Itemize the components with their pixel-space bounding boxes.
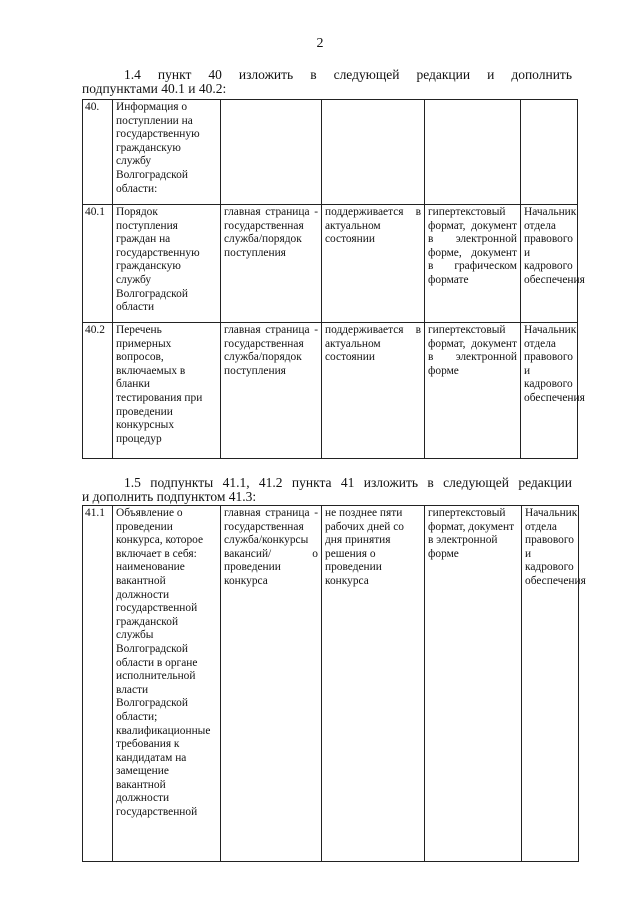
format-cell: гипертекстовый формат, документ в электронной форме, документ в графическом формате — [425, 205, 521, 323]
item-1-4-line2: подпунктами 40.1 и 40.2: — [82, 81, 227, 96]
period-cell — [322, 100, 425, 205]
item-1-5-paragraph — [82, 476, 572, 504]
responsible-cell: Начальник отдела правового и кадрового обеспечения — [521, 323, 578, 459]
location-cell — [221, 100, 322, 205]
period-cell: поддерживается в актуальном состоянии — [322, 323, 425, 459]
info-cell: Объявление о проведении конкурса, которое включает в себя: наименование вакантной должности государственной гражданской службы Волгоградской области в органе исполнительной власти Волгоградской области; квалификационные требования к кандидатам на замещение вакантной должности государственной — [113, 506, 221, 862]
responsible-cell: Начальник отдела правового и кадрового обеспечения — [521, 205, 578, 323]
info-cell: Порядок поступления граждан на государственную гражданскую службу Волгоградской области — [113, 205, 221, 323]
format-cell: гипертекстовый формат, документ в электронной форме — [425, 323, 521, 459]
row-number: 40.1 — [83, 205, 113, 323]
table-row — [83, 205, 578, 323]
item-1-5-line1: 1.5 подпункты 41.1, 41.2 пункта 41 изложить в следующей редакции — [124, 475, 572, 490]
location-cell: главная страница - государственная служба/конкурсы вакансий/ о проведении конкурса — [221, 506, 322, 862]
format-cell: гипертекстовый формат, документ в электронной форме — [425, 506, 522, 862]
format-cell — [425, 100, 521, 205]
responsible-cell: Начальник отдела правового и кадрового обеспечения — [522, 506, 579, 862]
row-number: 40. — [83, 100, 113, 205]
location-cell: главная страница - государственная служба/порядок поступления — [221, 205, 322, 323]
table-section-41 — [82, 505, 586, 862]
period-cell: поддерживается в актуальном состоянии — [322, 205, 425, 323]
item-1-4-paragraph — [82, 68, 572, 96]
period-cell: не позднее пяти рабочих дней со дня принятия решения о проведении конкурса — [322, 506, 425, 862]
table-section-40 — [82, 99, 585, 459]
item-1-4-line1: 1.4 пункт 40 изложить в следующей редакции и дополнить — [124, 67, 572, 82]
table-row — [83, 323, 578, 459]
row-number: 40.2 — [83, 323, 113, 459]
info-cell: Информация о поступлении на государственную гражданскую службу Волгоградской области: — [113, 100, 221, 205]
location-cell: главная страница - государственная служба/порядок поступления — [221, 323, 322, 459]
row-number: 41.1 — [83, 506, 113, 862]
responsible-cell — [521, 100, 578, 205]
table-row — [83, 506, 579, 862]
item-1-5-line2: и дополнить подпунктом 41.3: — [82, 489, 257, 504]
info-cell: Перечень примерных вопросов, включаемых в бланки тестирования при проведении конкурсных процедур — [113, 323, 221, 459]
page-number: 2 — [316, 36, 324, 51]
table-row — [83, 100, 578, 205]
